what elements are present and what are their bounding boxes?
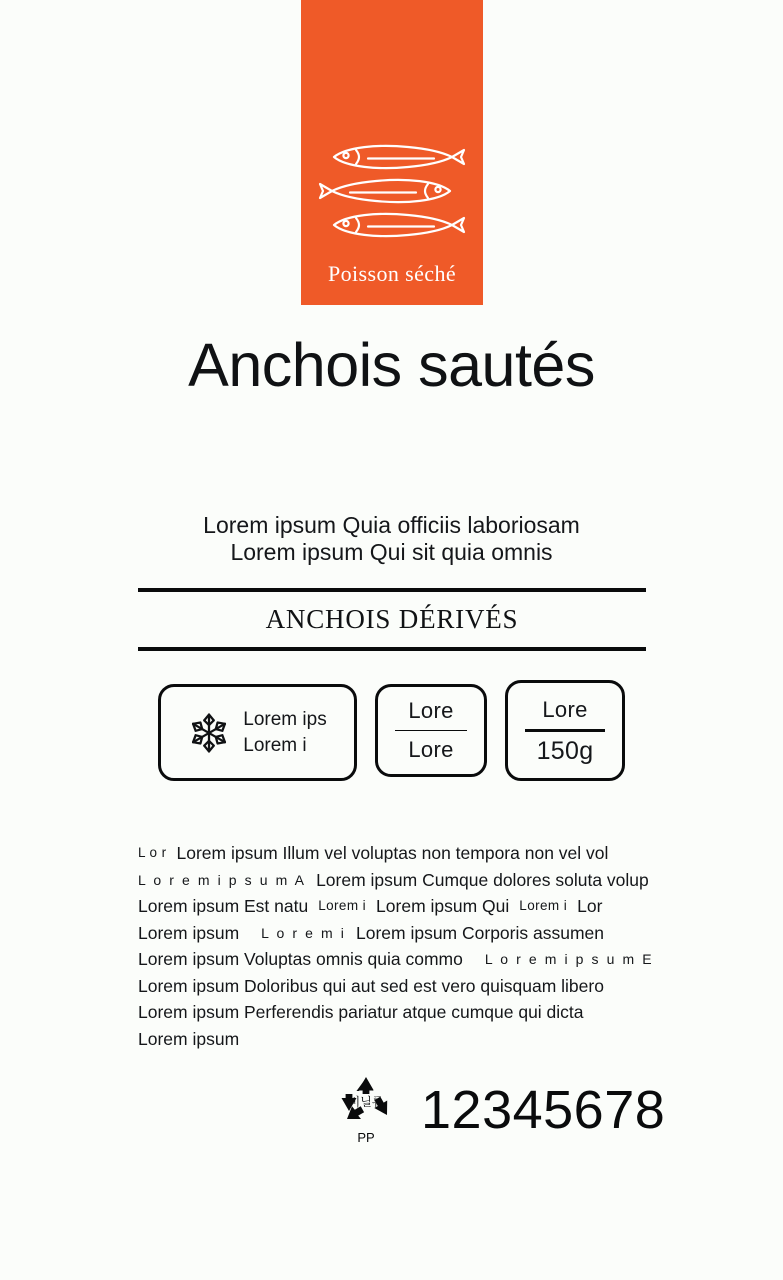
brand-caption: Poisson séché [327,261,457,286]
badge-net-weight [505,680,625,781]
info-line-3 [138,893,644,920]
info-line-1-value: Lorem ipsum Illum vel voluptas non tempora non vel vol [176,843,609,863]
badge-fraction-b [375,684,487,777]
info-line-3-b: Lorem i [318,898,367,913]
badge-frozen-text [243,707,326,759]
product-subtitle [0,512,783,566]
info-line-4-b: L o r e m i [261,924,346,941]
subtitle-line-1: Lorem ipsum Quia officiis laboriosam [203,512,580,538]
info-line-3-c: Lorem ipsum Qui [376,896,510,916]
section-heading [138,588,646,651]
badge-b-top: Lore [408,698,454,723]
recycle-mark-group [333,1075,399,1145]
recycling-arrows-icon [335,1075,397,1129]
info-line-7: Lorem ipsum Perferendis pariatur atque cumque qui dicta [138,1002,584,1022]
badge-frozen-line-2: Lorem i [243,734,307,756]
section-title: ANCHOIS DÉRIVÉS [265,604,519,634]
subtitle-line-2: Lorem ipsum Qui sit quia omnis [230,539,553,565]
lot-number: 12345678 [421,1080,666,1140]
snowflake-icon [188,712,230,754]
info-line-2 [138,867,649,894]
recycle-material-code: PP [357,1130,375,1145]
badge-b-divider [395,730,467,731]
section-rule-bottom [138,647,646,651]
info-line-5 [138,946,654,973]
info-line-4-c: Lorem ipsum Corporis assumen [355,922,604,943]
recycle-label-text: 비닐류 [348,1095,384,1109]
badge-frozen-storage [158,684,357,781]
info-line-3-a: Lorem ipsum Est natu [138,896,309,916]
info-line-3-d: Lorem i [519,898,568,913]
info-line-8: Lorem ipsum [138,1028,240,1049]
badge-c-top: Lore [542,697,588,722]
info-line-2-value: Lorem ipsum Cumque dolores soluta volup [316,869,649,890]
three-anchovies-icon [316,141,468,241]
badge-c-divider [525,729,605,732]
badge-b-bottom: Lore [408,737,454,762]
page-title: Anchois sautés [188,331,595,399]
info-line-4 [138,920,644,947]
info-line-1 [138,840,644,867]
badge-frozen-line-1: Lorem ips [243,708,327,730]
info-line-1-label: L o r [138,845,167,860]
info-line-5-a: Lorem ipsum Voluptas omnis quia commo [138,949,463,969]
info-line-2-label: L o r e m i p s u m A [138,871,307,888]
badge-row [158,684,628,781]
brand-panel [301,0,483,305]
info-line-4-a: Lorem ipsum [138,922,240,943]
badge-c-bottom: 150g [536,737,594,765]
info-line-5-b: L o r e m i p s u m E [484,951,654,967]
product-info-block [138,840,654,1052]
info-line-3-e: Lor [577,896,603,916]
info-line-6: Lorem ipsum Doloribus qui aut sed est vero quisquam libero [138,975,604,996]
footer [333,1075,665,1145]
